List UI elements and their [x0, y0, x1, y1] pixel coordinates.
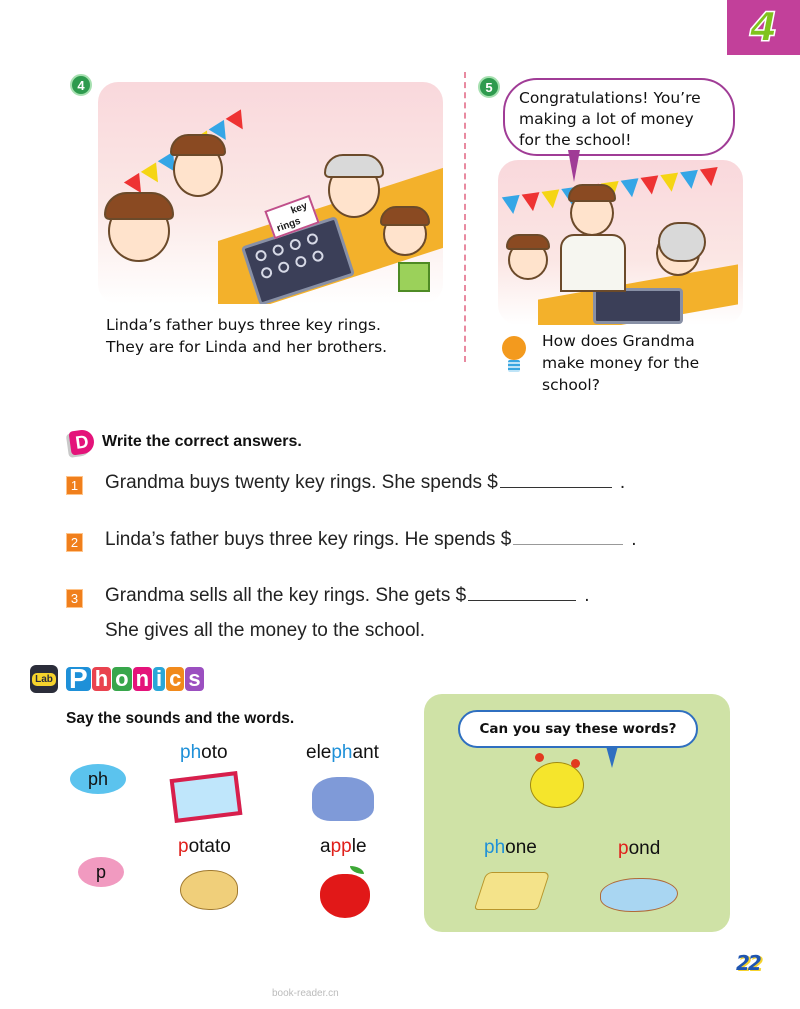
speech-bubble: Congratulations! You’re making a lot of money for the school!: [503, 78, 735, 156]
think-question: How does Grandma make money for the school?: [542, 332, 700, 394]
panel-5-illustration: [498, 160, 743, 325]
answer-blank-3[interactable]: [468, 600, 576, 601]
phonics-letter: o: [112, 667, 131, 691]
question-number: 2: [66, 533, 83, 552]
challenge-bubble-tail: [606, 746, 618, 768]
question-text: Grandma sells all the key rings. She gets $: [105, 585, 467, 606]
phonics-letter: P: [66, 667, 91, 691]
section-d-badge: D: [68, 428, 95, 455]
phone-picture: [474, 872, 550, 910]
exercise-d-title: Write the correct answers.: [102, 433, 302, 450]
page-number: 22: [736, 951, 760, 975]
apple-picture: [320, 874, 370, 918]
money-box: [398, 262, 430, 292]
word-pond[interactable]: pond: [618, 838, 661, 859]
word-phone[interactable]: phone: [484, 837, 537, 858]
unit-number: 4: [749, 4, 778, 51]
word-photo[interactable]: photo: [180, 742, 228, 763]
phonics-header: [30, 665, 205, 693]
question-number: 1: [66, 476, 83, 495]
panel-number-5: 5: [478, 76, 500, 98]
phonics-letter: n: [133, 667, 152, 691]
key-rings-sign: key rings: [264, 195, 319, 240]
question-text: Grandma buys twenty key rings. She spends $: [105, 472, 498, 493]
sound-ph[interactable]: ph: [70, 764, 126, 794]
answer-blank-2[interactable]: [513, 544, 623, 545]
unit-tab: [727, 0, 800, 55]
question-number: 3: [66, 589, 83, 608]
word-elephant[interactable]: elephant: [306, 742, 379, 763]
question-1: 1 Grandma buys twenty key rings. She spends $ .: [66, 472, 625, 494]
elephant-picture: [312, 777, 374, 821]
panel-4-caption: Linda’s father buys three key rings. They are for Linda and her brothers.: [106, 316, 388, 356]
key-ring-tray: [593, 288, 683, 324]
phonics-letter: h: [92, 667, 111, 691]
phonics-title: [66, 663, 205, 694]
answer-blank-1[interactable]: [500, 487, 612, 488]
panel-number-4: 4: [70, 74, 92, 96]
challenge-prompt: Can you say these words?: [458, 710, 698, 748]
question-2: 2 Linda’s father buys three key rings. He spends $ .: [66, 529, 637, 551]
word-apple[interactable]: apple: [320, 836, 367, 857]
photo-picture: [170, 771, 243, 823]
word-potato[interactable]: potato: [178, 836, 231, 857]
question-3: 3 Grandma sells all the key rings. She gets $ .: [66, 585, 589, 607]
lab-icon: Lab: [30, 665, 58, 693]
phonics-letter: i: [153, 667, 165, 691]
phonics-instruction: Say the sounds and the words.: [66, 710, 295, 727]
question-text: Linda’s father buys three key rings. He spends $: [105, 529, 512, 550]
question-3-line-2: She gives all the money to the school.: [105, 620, 426, 641]
exercise-d-header: [70, 430, 302, 454]
speech-bubble-tail: [568, 150, 580, 182]
panel-4-illustration: [98, 82, 443, 304]
lightbulb-icon: [497, 330, 531, 376]
watermark: book-reader.cn: [272, 988, 339, 999]
mascot-character: [530, 762, 584, 808]
phonics-letter: c: [166, 667, 184, 691]
phonics-letter: s: [185, 667, 203, 691]
panel-divider: [464, 72, 466, 362]
potato-picture: [180, 870, 238, 910]
sound-p[interactable]: p: [78, 857, 124, 887]
